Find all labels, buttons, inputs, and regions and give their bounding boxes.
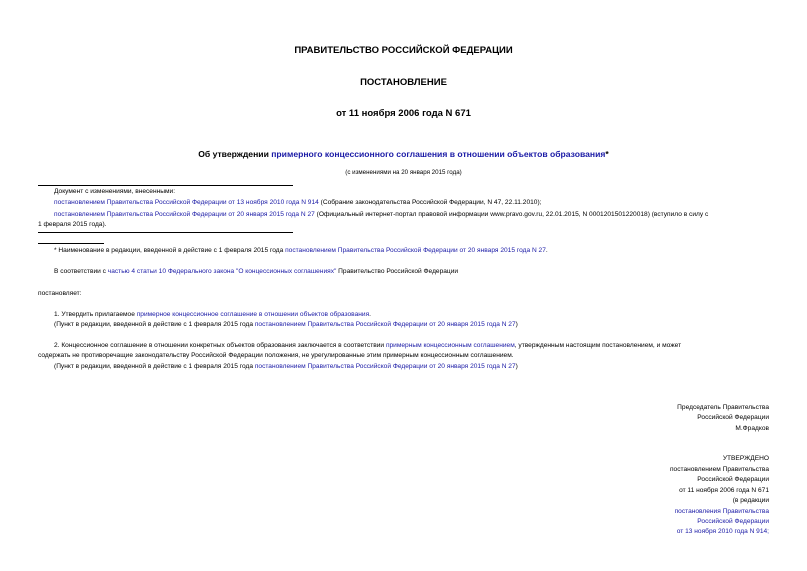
changes-item-1 <box>54 198 541 208</box>
approved-title: УТВЕРЖДЕНО <box>722 455 769 462</box>
paragraph-2-start: 2. Концессионное соглашение в отношении конкретных объектов образования заключается в соответствии <box>54 342 386 349</box>
document-subtitle: (с изменениями на 20 января 2015 года) <box>345 169 462 176</box>
signature-org: Российской Федерации <box>697 414 769 421</box>
document-title <box>0 149 807 159</box>
paragraph-1-start: 1. Утвердить прилагаемое <box>54 311 137 318</box>
signature-name: М.Фрадков <box>735 425 769 432</box>
approved-line-2: Российской Федерации <box>697 476 769 483</box>
footnote-text: * Наименование в редакции, введенной в действие с 1 февраля 2015 года <box>54 247 286 254</box>
paragraph-2 <box>54 341 770 351</box>
paragraph-1-note-link[interactable]: постановлением Правительства Российской Федерации от 20 января 2015 года N 27 <box>254 321 516 328</box>
footnote-rule <box>38 243 104 244</box>
preamble-end: Правительство Российской Федерации <box>336 268 459 275</box>
changes-item-1-link[interactable]: постановлением Правительства Российской Федерации от 13 ноября 2010 года N 914 <box>54 199 319 206</box>
paragraph-1-note-end: ) <box>515 321 518 328</box>
title-asterisk: * <box>605 149 609 159</box>
paragraph-1-note <box>54 320 518 330</box>
footnote-link[interactable]: постановлением Правительства Российской Федерации от 20 января 2015 года N 27 <box>285 247 546 254</box>
paragraph-2-note <box>54 362 518 372</box>
changes-item-2-continuation: 1 февраля 2015 года). <box>38 221 107 228</box>
paragraph-2-link[interactable]: примерным концессионным соглашением <box>385 342 515 349</box>
decree-word: постановляет: <box>38 290 82 297</box>
government-heading: ПРАВИТЕЛЬСТВО РОССИЙСКОЙ ФЕДЕРАЦИИ <box>294 45 513 56</box>
approved-link-line-1[interactable]: постановления Правительства <box>674 508 769 515</box>
paragraph-1 <box>54 310 371 320</box>
preamble-start: В соответствии с <box>54 268 108 275</box>
title-prefix: Об утверждении <box>198 149 272 159</box>
paragraph-2-note-end: ) <box>515 363 518 370</box>
divider-middle <box>38 232 293 233</box>
changes-item-2-tail: (Официальный интернет-портал правовой информации www.pravo.gov.ru, 22.01.2015, N 0001201501220018) (вступило в силу с <box>314 211 709 218</box>
footnote-end: . <box>545 247 548 254</box>
changes-item-2-link[interactable]: постановлением Правительства Российской Федерации от 20 января 2015 года N 27 <box>54 211 315 218</box>
approved-link-line-2[interactable]: Российской Федерации <box>697 518 769 525</box>
changes-intro: Документ с изменениями, внесенными: <box>54 188 176 195</box>
paragraph-1-note-start: (Пункт в редакции, введенной в действие с 1 февраля 2015 года <box>54 321 255 328</box>
paragraph-1-link[interactable]: примерное концессионное соглашение в отношении объектов образования <box>136 311 370 318</box>
paragraph-2-end: , утвержденным настоящим постановлением, и может <box>514 342 682 349</box>
divider-top <box>38 185 293 186</box>
approved-line-4: (в редакции <box>732 497 769 504</box>
document-date: от 11 ноября 2006 года N 671 <box>336 108 471 119</box>
preamble-law-link[interactable]: частью 4 статьи 10 Федерального закона "О концессионных соглашениях" <box>107 268 337 275</box>
approved-link-line-3[interactable]: от 13 ноября 2010 года N 914; <box>676 528 769 535</box>
title-link[interactable]: примерного концессионного соглашения в отношении объектов образования <box>271 149 606 159</box>
changes-item-2 <box>54 210 708 220</box>
paragraph-2-note-link[interactable]: постановлением Правительства Российской Федерации от 20 января 2015 года N 27 <box>254 363 516 370</box>
signature-title: Председатель Правительства <box>677 404 769 411</box>
approved-line-1: постановлением Правительства <box>669 466 769 473</box>
footnote <box>54 246 548 256</box>
paragraph-2-note-start: (Пункт в редакции, введенной в действие с 1 февраля 2015 года <box>54 363 255 370</box>
approved-line-3: от 11 ноября 2006 года N 671 <box>679 487 769 494</box>
paragraph-1-end: . <box>369 311 371 318</box>
changes-item-1-tail: (Собрание законодательства Российской Федерации, N 47, 22.11.2010); <box>318 199 542 206</box>
paragraph-2-line-2: содержать не противоречащие законодательству Российской Федерации положения, не урегулированные этим примерным концессионным соглашением. <box>38 352 514 359</box>
document-type: ПОСТАНОВЛЕНИЕ <box>360 77 447 88</box>
preamble <box>54 267 458 277</box>
